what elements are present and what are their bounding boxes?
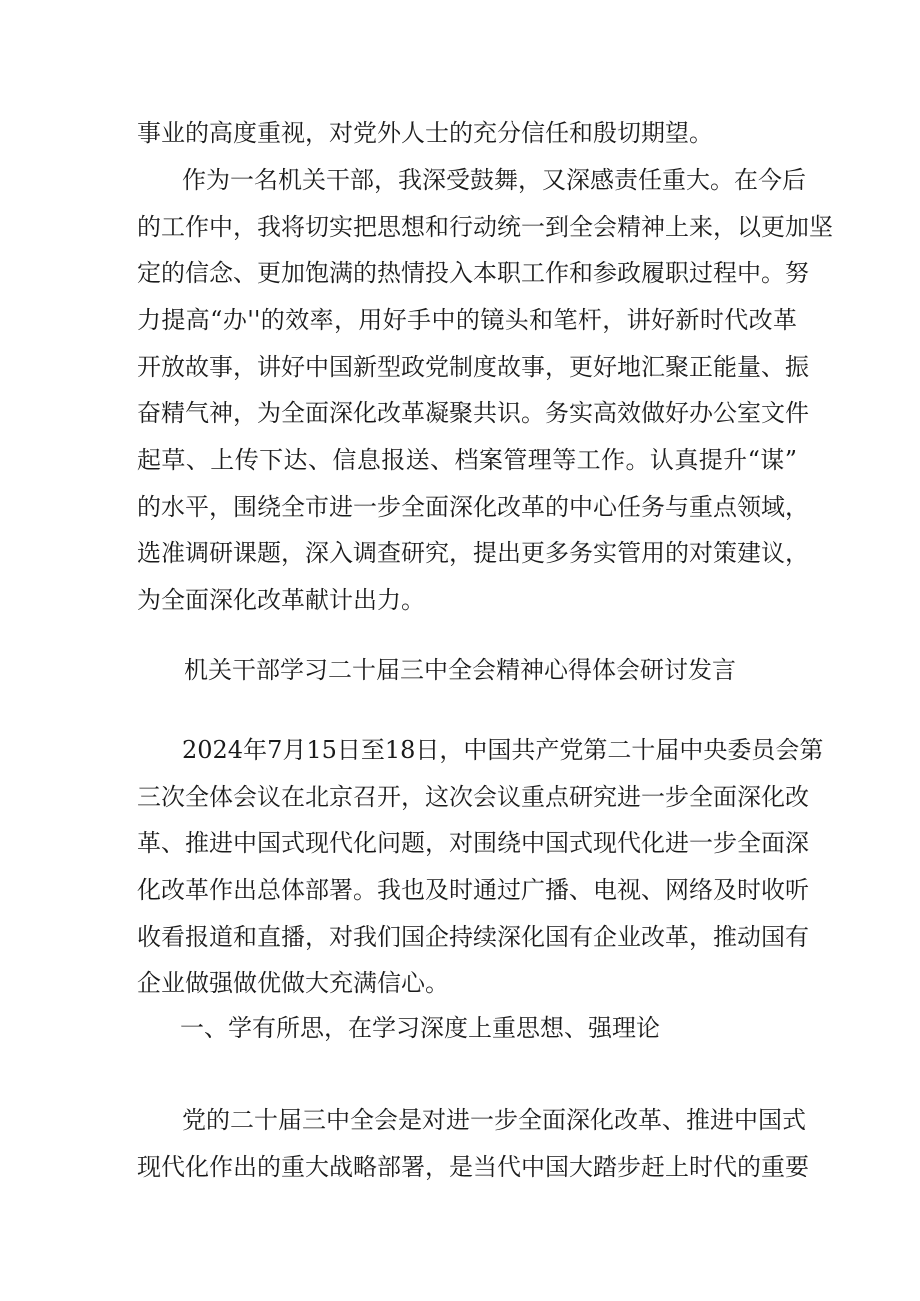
paragraph-line: 党的二十届三中全会是对进一步全面深化改革、推进中国式	[182, 1106, 806, 1134]
paragraph-line: 企业做强做优做大充满信心。	[137, 969, 449, 997]
paragraph-line: 为全面深化改革献计出力。	[137, 586, 425, 614]
paragraph-line: 作为一名机关干部，我深受鼓舞，又深感责任重大。在今后	[182, 166, 806, 194]
paragraph-line: 的水平，围绕全市进一步全面深化改革的中心任务与重点领域，	[137, 493, 809, 521]
article-title: 机关干部学习二十届三中全会精神心得体会研讨发言	[184, 656, 736, 684]
paragraph-line: 现代化作出的重大战略部署，是当代中国大踏步赶上时代的重要	[137, 1153, 809, 1181]
paragraph-line: 革、推进中国式现代化问题，对围绕中国式现代化进一步全面深	[137, 829, 809, 857]
paragraph-line: 力提高“办''的效率，用好手中的镜头和笔杆，讲好新时代改革	[137, 306, 797, 334]
paragraph-line: 开放故事，讲好中国新型政党制度故事，更好地汇聚正能量、振	[137, 353, 809, 381]
paragraph-line: 定的信念、更加饱满的热情投入本职工作和参政履职过程中。努	[137, 259, 809, 287]
section-heading: 一、学有所思，在学习深度上重思想、强理论	[180, 1014, 660, 1042]
paragraph-line: 起草、上传下达、信息报送、档案管理等工作。认真提升“谋”	[137, 446, 797, 474]
paragraph-line: 奋精气神，为全面深化改革凝聚共识。务实高效做好办公室文件	[137, 399, 809, 427]
paragraph-line: 2024年7月15日至18日，中国共产党第二十届中央委员会第	[182, 736, 824, 764]
paragraph-line: 三次全体会议在北京召开，这次会议重点研究进一步全面深化改	[137, 783, 809, 811]
paragraph-line: 的工作中，我将切实把思想和行动统一到全会精神上来，以更加坚	[137, 213, 833, 241]
paragraph-line: 选准调研课题，深入调查研究，提出更多务实管用的对策建议，	[137, 539, 809, 567]
paragraph-line: 事业的高度重视，对党外人士的充分信任和殷切期望。	[137, 119, 713, 147]
paragraph-line: 化改革作出总体部署。我也及时通过广播、电视、网络及时收听	[137, 876, 809, 904]
paragraph-line: 收看报道和直播，对我们国企持续深化国有企业改革，推动国有	[137, 923, 809, 951]
